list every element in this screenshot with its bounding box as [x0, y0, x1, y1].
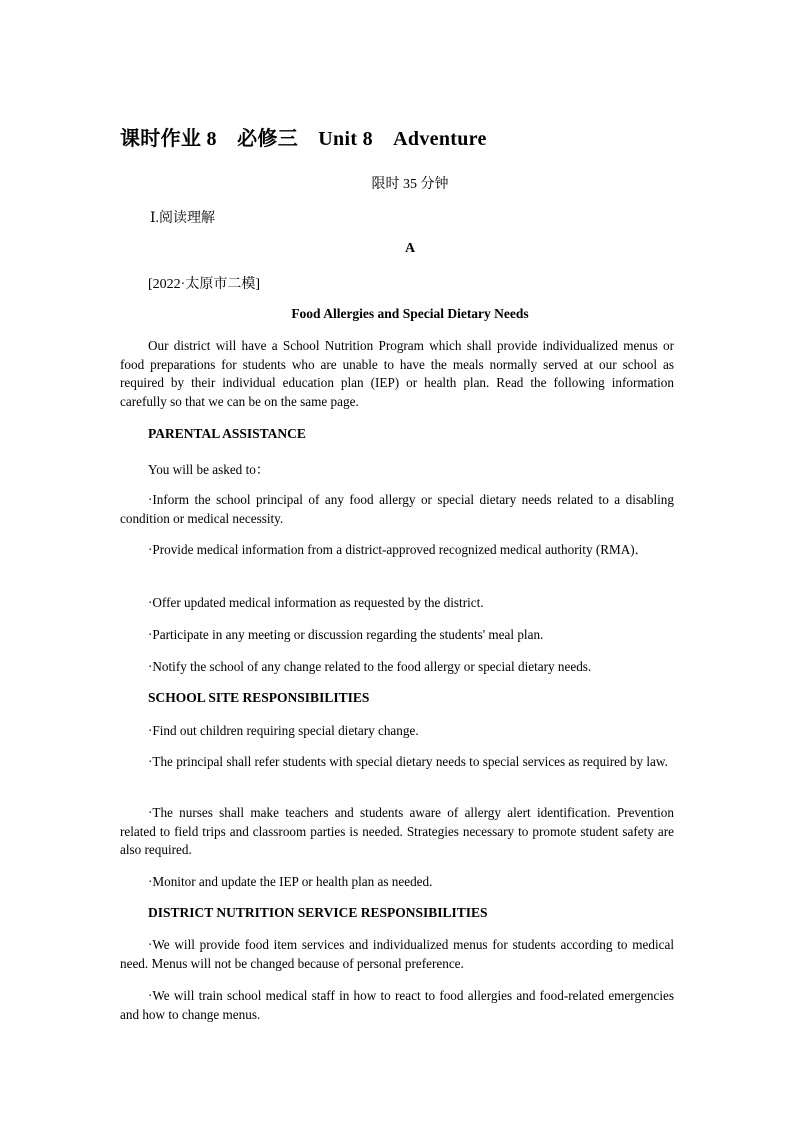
list-item: ·Find out children requiring special dietary change.: [148, 723, 419, 738]
list-item: ·Inform the school principal of any food allergy or special dietary needs related to a disabling condition or medical necessity.: [120, 492, 674, 526]
section-label: Ⅰ.阅读理解: [150, 211, 216, 226]
intro-paragraph: Our district will have a School Nutrition Program which shall provide individualized menus or food preparations for students who are unable to have the meals normally served at our school as required by their individual education plan (IEP) or health plan. Read the following information carefully so that we can be on the same page.: [120, 338, 674, 409]
district-heading: DISTRICT NUTRITION SERVICE RESPONSIBILITIES: [148, 905, 488, 920]
source-label: [2022·太原市二模]: [148, 277, 260, 292]
school-heading: SCHOOL SITE RESPONSIBILITIES: [148, 690, 370, 705]
list-item: ·Offer updated medical information as requested by the district.: [148, 595, 484, 610]
list-item: ·The principal shall refer students with special dietary needs to special services as required by law.: [148, 754, 668, 769]
page-title: 课时作业 8 必修三 Unit 8 Adventure: [120, 128, 487, 150]
list-item: ·We will provide food item services and individualized menus for students according to medical need. Menus will not be changed because of personal preference.: [120, 937, 674, 971]
list-item: ·Participate in any meeting or discussion regarding the students' meal plan.: [148, 627, 544, 642]
list-item: ·The nurses shall make teachers and students aware of allergy alert identification. Prevention related to field trips and classroom parties is needed. Strategies necessary to promote student safety are also required.: [120, 805, 674, 858]
parental-lead: You will be asked to：: [148, 462, 270, 477]
list-item: ·Provide medical information from a district-approved recognized medical authority (RMA)．: [148, 542, 648, 557]
time-limit: 限时 35 分钟: [371, 177, 449, 192]
parental-heading: PARENTAL ASSISTANCE: [148, 426, 306, 441]
article-title: Food Allergies and Special Dietary Needs: [291, 306, 529, 321]
list-item: ·Monitor and update the IEP or health plan as needed.: [148, 874, 433, 889]
list-item: ·Notify the school of any change related to the food allergy or special dietary needs.: [148, 659, 592, 674]
list-item: ·We will train school medical staff in how to react to food allergies and food-related emergencies and how to change menus.: [120, 988, 674, 1022]
passage-letter: A: [404, 241, 416, 256]
